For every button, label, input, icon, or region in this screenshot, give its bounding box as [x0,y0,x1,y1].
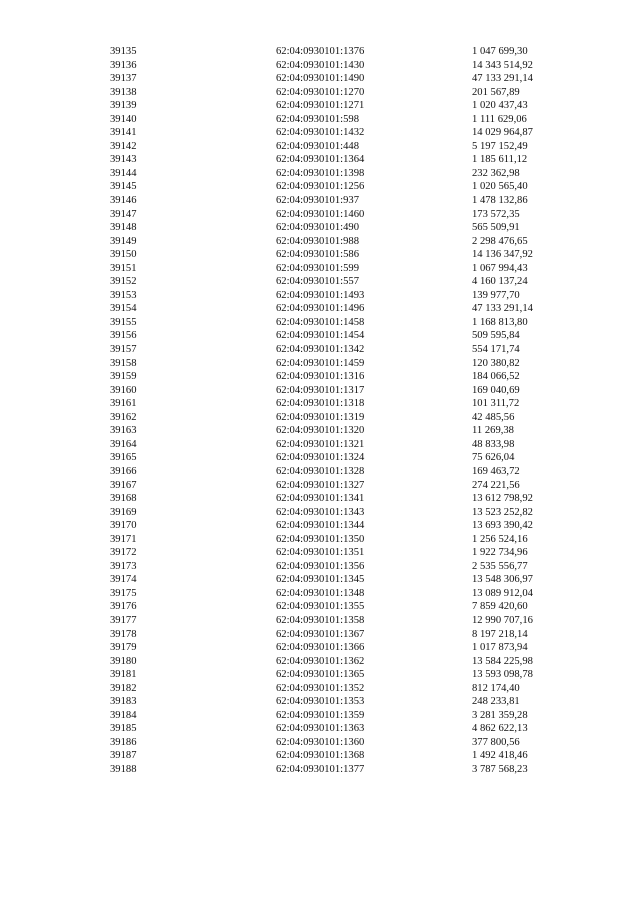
cadastral-number: 62:04:0930101:1321 [276,438,365,450]
cadastral-number: 62:04:0930101:1319 [276,411,365,423]
row-number: 39176 [110,601,137,613]
row-number: 39167 [110,479,137,491]
table-row [110,126,582,140]
cadastral-number: 62:04:0930101:1270 [276,86,365,98]
table-row [110,302,582,316]
cadastral-number: 62:04:0930101:1348 [276,587,365,599]
cadastral-number: 62:04:0930101:1398 [276,167,365,179]
cadastral-number: 62:04:0930101:988 [276,235,359,247]
cadastral-value: 1 020 565,40 [472,181,528,193]
cadastral-number: 62:04:0930101:1342 [276,344,365,356]
cadastral-number: 62:04:0930101:1367 [276,628,365,640]
cadastral-number: 62:04:0930101:1364 [276,154,365,166]
cadastral-number: 62:04:0930101:1377 [276,763,365,775]
row-number: 39165 [110,452,137,464]
cadastral-value: 42 485,56 [472,411,515,423]
cadastral-number: 62:04:0930101:1356 [276,560,365,572]
cadastral-value: 1 256 524,16 [472,533,528,545]
row-number: 39159 [110,371,137,383]
cadastral-value: 75 626,04 [472,452,515,464]
table-row [110,370,582,384]
cadastral-value: 13 089 912,04 [472,587,533,599]
cadastral-number: 62:04:0930101:1320 [276,425,365,437]
row-number: 39154 [110,303,137,315]
table-row [110,709,582,723]
cadastral-value: 173 572,35 [472,208,520,220]
cadastral-number: 62:04:0930101:1343 [276,506,365,518]
cadastral-number: 62:04:0930101:1493 [276,289,365,301]
cadastral-number: 62:04:0930101:1353 [276,696,365,708]
cadastral-number: 62:04:0930101:1376 [276,46,365,57]
cadastral-number: 62:04:0930101:1344 [276,520,365,532]
table-row [110,153,582,167]
table-row [110,519,582,533]
table-row [110,45,582,59]
table-row [110,235,582,249]
row-number: 39150 [110,249,137,261]
cadastral-value: 3 281 359,28 [472,709,528,721]
cadastral-number: 62:04:0930101:1327 [276,479,365,491]
table-row [110,194,582,208]
cadastral-value-table [110,45,582,777]
cadastral-number: 62:04:0930101:1363 [276,723,365,735]
row-number: 39177 [110,614,137,626]
table-row [110,208,582,222]
row-number: 39187 [110,750,137,762]
cadastral-value: 565 509,91 [472,222,520,234]
table-row [110,614,582,628]
cadastral-number: 62:04:0930101:1496 [276,303,365,315]
table-row [110,546,582,560]
cadastral-number: 62:04:0930101:1351 [276,547,365,559]
table-row [110,682,582,696]
table-row [110,438,582,452]
cadastral-value: 1 185 611,12 [472,154,528,166]
cadastral-value: 2 298 476,65 [472,235,528,247]
row-number: 39178 [110,628,137,640]
cadastral-number: 62:04:0930101:1366 [276,642,365,654]
row-number: 39186 [110,736,137,748]
table-row [110,560,582,574]
row-number: 39161 [110,398,137,410]
table-row [110,587,582,601]
table-row [110,221,582,235]
table-row [110,722,582,736]
row-number: 39151 [110,262,137,274]
row-number: 39144 [110,167,137,179]
row-number: 39174 [110,574,137,586]
row-number: 39184 [110,709,137,721]
row-number: 39160 [110,384,137,396]
cadastral-number: 62:04:0930101:1432 [276,127,365,139]
cadastral-value: 13 548 306,97 [472,574,533,586]
cadastral-value: 554 171,74 [472,344,520,356]
cadastral-number: 62:04:0930101:1358 [276,614,365,626]
row-number: 39136 [110,59,137,71]
cadastral-value: 169 040,69 [472,384,520,396]
row-number: 39162 [110,411,137,423]
row-number: 39146 [110,195,137,207]
cadastral-value: 274 221,56 [472,479,520,491]
row-number: 39155 [110,316,137,328]
cadastral-number: 62:04:0930101:490 [276,222,359,234]
table-row [110,113,582,127]
table-row [110,275,582,289]
row-number: 39139 [110,100,137,112]
cadastral-value: 101 311,72 [472,398,520,410]
table-row [110,167,582,181]
cadastral-number: 62:04:0930101:1317 [276,384,365,396]
cadastral-number: 62:04:0930101:598 [276,113,359,125]
row-number: 39163 [110,425,137,437]
row-number: 39145 [110,181,137,193]
cadastral-value: 13 584 225,98 [472,655,533,667]
row-number: 39140 [110,113,137,125]
cadastral-value: 14 029 964,87 [472,127,533,139]
row-number: 39169 [110,506,137,518]
cadastral-number: 62:04:0930101:448 [276,140,359,152]
cadastral-number: 62:04:0930101:1341 [276,493,365,505]
row-number: 39141 [110,127,137,139]
cadastral-number: 62:04:0930101:1460 [276,208,365,220]
table-row [110,424,582,438]
table-row [110,397,582,411]
row-number: 39152 [110,276,137,288]
cadastral-value: 184 066,52 [472,371,520,383]
cadastral-value: 12 990 707,16 [472,614,533,626]
table-row [110,492,582,506]
row-number: 39142 [110,140,137,152]
cadastral-value: 47 133 291,14 [472,303,533,315]
cadastral-number: 62:04:0930101:1490 [276,73,365,85]
cadastral-number: 62:04:0930101:1318 [276,398,365,410]
row-number: 39173 [110,560,137,572]
table-row [110,357,582,371]
cadastral-value: 13 593 098,78 [472,669,533,681]
cadastral-value: 4 160 137,24 [472,276,528,288]
table-row [110,695,582,709]
cadastral-value: 1 067 994,43 [472,262,528,274]
cadastral-value: 1 017 873,94 [472,642,528,654]
cadastral-number: 62:04:0930101:1365 [276,669,365,681]
row-number: 39148 [110,222,137,234]
cadastral-value: 8 197 218,14 [472,628,528,640]
cadastral-value: 14 343 514,92 [472,59,533,71]
cadastral-value: 2 535 556,77 [472,560,528,572]
table-row [110,99,582,113]
cadastral-value: 48 833,98 [472,438,515,450]
table-row [110,289,582,303]
cadastral-value: 1 047 699,30 [472,46,528,57]
table-row [110,86,582,100]
cadastral-value: 1 478 132,86 [472,195,528,207]
cadastral-value: 13 693 390,42 [472,520,533,532]
table-row [110,465,582,479]
cadastral-number: 62:04:0930101:586 [276,249,359,261]
table-row [110,763,582,777]
row-number: 39143 [110,154,137,166]
cadastral-value: 1 020 437,43 [472,100,528,112]
cadastral-number: 62:04:0930101:1458 [276,316,365,328]
table-row [110,384,582,398]
cadastral-number: 62:04:0930101:1345 [276,574,365,586]
cadastral-number: 62:04:0930101:1324 [276,452,365,464]
cadastral-number: 62:04:0930101:1271 [276,100,365,112]
cadastral-value: 1 111 629,06 [472,113,527,125]
cadastral-value: 13 523 252,82 [472,506,533,518]
cadastral-number: 62:04:0930101:1362 [276,655,365,667]
row-number: 39156 [110,330,137,342]
cadastral-value: 120 380,82 [472,357,520,369]
row-number: 39153 [110,289,137,301]
cadastral-value: 169 463,72 [472,465,520,477]
row-number: 39138 [110,86,137,98]
table-row [110,59,582,73]
cadastral-value: 201 567,89 [472,86,520,98]
row-number: 39164 [110,438,137,450]
table-row [110,72,582,86]
cadastral-number: 62:04:0930101:1350 [276,533,365,545]
cadastral-value: 3 787 568,23 [472,763,528,775]
row-number: 39166 [110,465,137,477]
cadastral-value: 1 492 418,46 [472,750,528,762]
table-row [110,749,582,763]
table-row [110,316,582,330]
cadastral-value: 248 233,81 [472,696,520,708]
cadastral-number: 62:04:0930101:1430 [276,59,365,71]
table-row [110,655,582,669]
cadastral-number: 62:04:0930101:937 [276,195,359,207]
table-row [110,140,582,154]
cadastral-number: 62:04:0930101:1316 [276,371,365,383]
table-row [110,479,582,493]
table-row [110,248,582,262]
row-number: 39181 [110,669,137,681]
cadastral-value: 47 133 291,14 [472,73,533,85]
cadastral-number: 62:04:0930101:1352 [276,682,365,694]
cadastral-value: 13 612 798,92 [472,493,533,505]
table-row [110,600,582,614]
cadastral-number: 62:04:0930101:1368 [276,750,365,762]
cadastral-number: 62:04:0930101:1359 [276,709,365,721]
row-number: 39149 [110,235,137,247]
row-number: 39170 [110,520,137,532]
cadastral-number: 62:04:0930101:1454 [276,330,365,342]
row-number: 39158 [110,357,137,369]
cadastral-value: 139 977,70 [472,289,520,301]
row-number: 39185 [110,723,137,735]
table-row [110,736,582,750]
row-number: 39137 [110,73,137,85]
table-row [110,533,582,547]
row-number: 39188 [110,763,137,775]
cadastral-value: 1 168 813,80 [472,316,528,328]
table-row [110,573,582,587]
cadastral-value: 7 859 420,60 [472,601,528,613]
table-row [110,506,582,520]
table-body [110,45,582,777]
cadastral-value: 5 197 152,49 [472,140,528,152]
cadastral-value: 509 595,84 [472,330,520,342]
cadastral-value: 11 269,38 [472,425,514,437]
table-row [110,180,582,194]
row-number: 39175 [110,587,137,599]
cadastral-number: 62:04:0930101:1256 [276,181,365,193]
row-number: 39182 [110,682,137,694]
table-row [110,343,582,357]
cadastral-value: 232 362,98 [472,167,520,179]
cadastral-value: 1 922 734,96 [472,547,528,559]
table-row [110,668,582,682]
cadastral-value: 377 800,56 [472,736,520,748]
cadastral-number: 62:04:0930101:557 [276,276,359,288]
cadastral-value: 14 136 347,92 [472,249,533,261]
row-number: 39171 [110,533,137,545]
table-row [110,628,582,642]
cadastral-value: 4 862 622,13 [472,723,528,735]
row-number: 39147 [110,208,137,220]
cadastral-number: 62:04:0930101:599 [276,262,359,274]
row-number: 39157 [110,344,137,356]
row-number: 39172 [110,547,137,559]
row-number: 39179 [110,642,137,654]
cadastral-number: 62:04:0930101:1459 [276,357,365,369]
table-row [110,411,582,425]
cadastral-number: 62:04:0930101:1355 [276,601,365,613]
table-row [110,451,582,465]
table-row [110,262,582,276]
cadastral-value: 812 174,40 [472,682,520,694]
row-number: 39135 [110,46,137,57]
row-number: 39180 [110,655,137,667]
table-row [110,329,582,343]
row-number: 39168 [110,493,137,505]
cadastral-number: 62:04:0930101:1328 [276,465,365,477]
table-row [110,641,582,655]
cadastral-number: 62:04:0930101:1360 [276,736,365,748]
row-number: 39183 [110,696,137,708]
